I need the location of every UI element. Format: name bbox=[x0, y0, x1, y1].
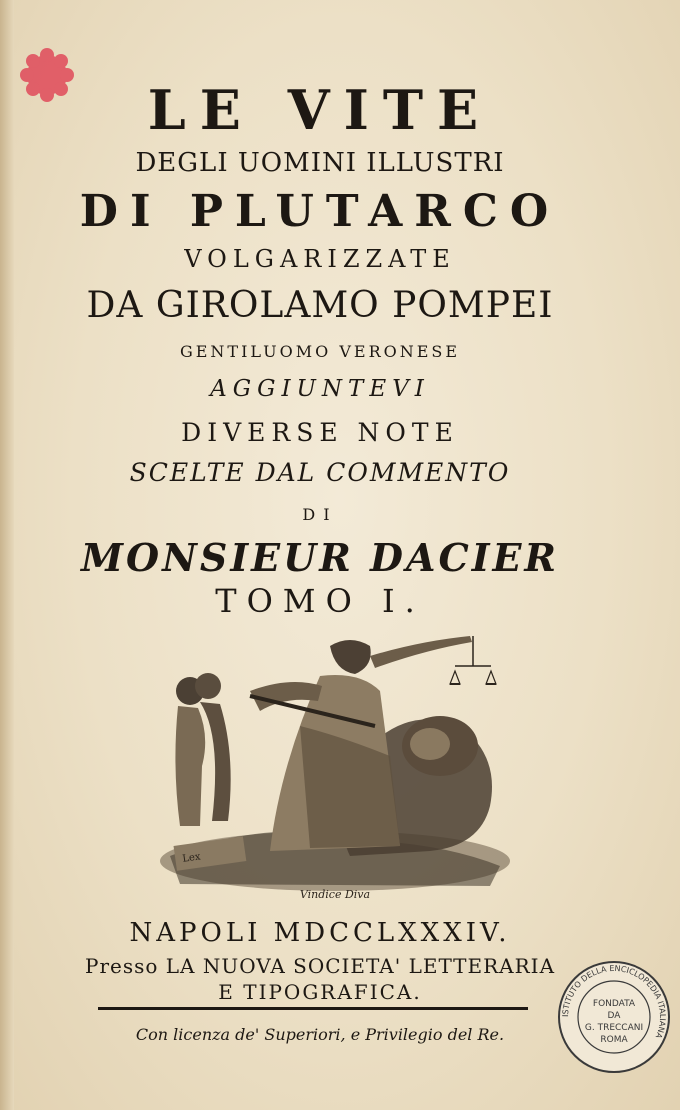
title-plutarco: DI PLUTARCO bbox=[79, 186, 561, 237]
aggiuntevi: AGGIUNTEVI bbox=[210, 376, 430, 402]
svg-text:FONDATA: FONDATA bbox=[592, 999, 636, 1009]
title-le-vite: LE VITE bbox=[147, 78, 493, 142]
title-degli-uomini: DEGLI UOMINI ILLUSTRI bbox=[135, 148, 505, 178]
di: DI bbox=[302, 505, 338, 524]
svg-text:Lex: Lex bbox=[181, 851, 202, 865]
monsieur-dacier: MONSIEUR DACIER bbox=[80, 535, 560, 580]
justice-vignette-engraving bbox=[150, 616, 520, 906]
translator-name: DA GIROLAMO POMPEI bbox=[86, 285, 554, 326]
imprint-place-date: NAPOLI MDCCLXXXIV. bbox=[129, 918, 511, 948]
divider-rule bbox=[98, 1007, 528, 1010]
translator-title: GENTILUOMO VERONESE bbox=[179, 342, 461, 361]
vignette-caption: Vindice Diva bbox=[299, 888, 371, 901]
svg-text:ROMA: ROMA bbox=[600, 1035, 628, 1045]
scelte-dal-commento: SCELTE DAL COMMENTO bbox=[129, 458, 511, 487]
svg-text:G. TRECCANI: G. TRECCANI bbox=[584, 1023, 644, 1033]
license-line: Con licenza de' Superiori, e Privilegio del Re. bbox=[135, 1025, 505, 1044]
svg-text:ISTITUTO DELLA ENCICLOPEDIA IT: ISTITUTO DELLA ENCICLOPEDIA ITALIANA bbox=[560, 963, 668, 1040]
title-volgarizzate: VOLGARIZZATE bbox=[184, 245, 456, 273]
library-stamp-icon bbox=[555, 958, 673, 1076]
tomo-i: TOMO I. bbox=[215, 582, 425, 620]
imprint-publisher-line2: E TIPOGRAFICA. bbox=[218, 980, 422, 1004]
svg-text:DA: DA bbox=[607, 1011, 621, 1021]
imprint-publisher-line1: Presso LA NUOVA SOCIETA' LETTERARIA bbox=[84, 954, 556, 978]
diverse-note: DIVERSE NOTE bbox=[181, 418, 459, 447]
